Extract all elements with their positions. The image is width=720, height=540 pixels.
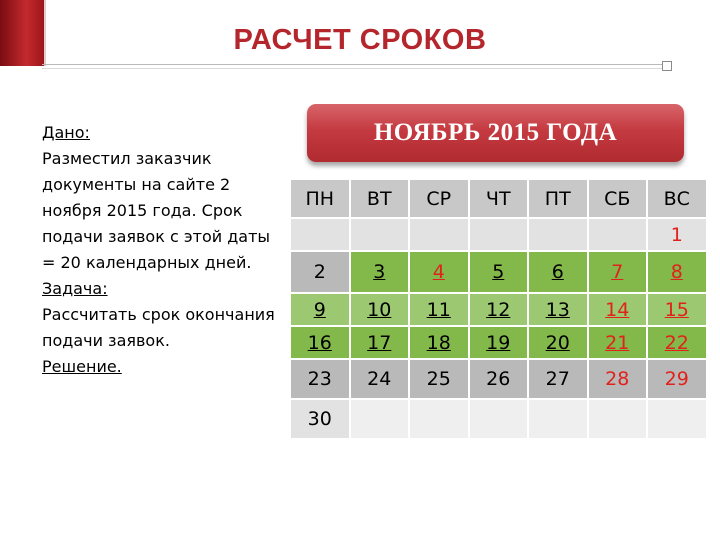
slide-title: РАСЧЕТ СРОКОВ: [233, 24, 487, 56]
calendar-day-cell: 4: [410, 252, 470, 294]
calendar-day-cell: 22: [648, 327, 708, 360]
weekday-tue: ВТ: [351, 180, 411, 219]
calendar-day-cell: 5: [470, 252, 530, 294]
calendar-day-cell: [470, 400, 530, 440]
calendar-day-cell: [291, 219, 351, 252]
calendar-day-cell: [529, 400, 589, 440]
calendar-week-row: [291, 219, 708, 252]
task-text: Рассчитать срок окончания подачи заявок.: [42, 305, 275, 350]
title-rule-square: [662, 61, 672, 71]
calendar-day-cell: 13: [529, 294, 589, 327]
weekday-sat: СБ: [589, 180, 649, 219]
calendar-day-cell: [410, 219, 470, 252]
calendar-day-cell: 1: [648, 219, 708, 252]
calendar-grid: [291, 180, 708, 440]
month-banner: НОЯБРЬ 2015 ГОДА: [307, 104, 684, 162]
calendar-day-cell: [589, 219, 649, 252]
calendar-day-cell: 29: [648, 360, 708, 400]
calendar-day-cell: [589, 400, 649, 440]
weekday-thu: ЧТ: [470, 180, 530, 219]
calendar-day-cell: 2: [291, 252, 351, 294]
given-text: Разместил заказчик документы на сайте 2 ноября 2015 года. Срок подачи заявок с этой даты = 20 календарных дней.: [42, 149, 271, 272]
weekday-mon: ПН: [291, 180, 351, 219]
calendar-day-cell: 19: [470, 327, 530, 360]
calendar-day-cell: [529, 219, 589, 252]
calendar-day-cell: 16: [291, 327, 351, 360]
calendar-day-cell: [470, 219, 530, 252]
title-rule-secondary: [42, 68, 665, 69]
calendar-day-cell: 6: [529, 252, 589, 294]
calendar-day-cell: 26: [470, 360, 530, 400]
calendar-week-row: [291, 327, 708, 360]
given-label: Дано:: [42, 123, 90, 142]
calendar-week-row: [291, 360, 708, 400]
weekday-sun: ВС: [648, 180, 708, 219]
calendar-day-cell: 25: [410, 360, 470, 400]
calendar-day-cell: 18: [410, 327, 470, 360]
calendar-day-cell: 24: [351, 360, 411, 400]
calendar-day-cell: 27: [529, 360, 589, 400]
calendar-day-cell: 3: [351, 252, 411, 294]
calendar-day-cell: 17: [351, 327, 411, 360]
calendar-day-cell: 28: [589, 360, 649, 400]
problem-text: [42, 120, 282, 380]
calendar-day-cell: 9: [291, 294, 351, 327]
calendar-day-cell: 21: [589, 327, 649, 360]
calendar-day-cell: 8: [648, 252, 708, 294]
calendar-day-cell: 30: [291, 400, 351, 440]
weekday-wed: СР: [410, 180, 470, 219]
calendar-week-row: [291, 294, 708, 327]
calendar-day-cell: [410, 400, 470, 440]
calendar-day-cell: 10: [351, 294, 411, 327]
calendar-day-cell: 20: [529, 327, 589, 360]
calendar-week-row: [291, 252, 708, 294]
weekday-fri: ПТ: [529, 180, 589, 219]
calendar-week-row: [291, 400, 708, 440]
calendar-day-cell: 11: [410, 294, 470, 327]
title-rule: [42, 64, 665, 65]
calendar-day-cell: [351, 219, 411, 252]
task-label: Задача:: [42, 279, 108, 298]
calendar-day-cell: 12: [470, 294, 530, 327]
calendar-day-cell: 7: [589, 252, 649, 294]
calendar-day-cell: 14: [589, 294, 649, 327]
weekday-header-row: [291, 180, 708, 219]
calendar-day-cell: [351, 400, 411, 440]
solution-label: Решение.: [42, 357, 122, 376]
calendar-day-cell: [648, 400, 708, 440]
calendar-day-cell: 15: [648, 294, 708, 327]
calendar-day-cell: 23: [291, 360, 351, 400]
